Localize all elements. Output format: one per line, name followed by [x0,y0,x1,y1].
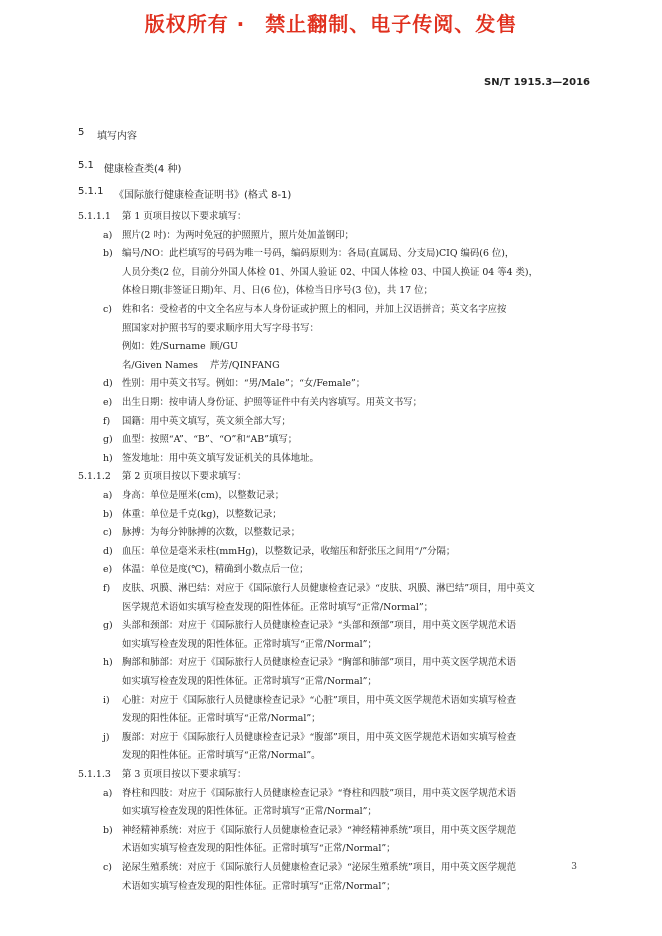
item-letter: e) [103,564,113,576]
item-letter: h) [103,452,113,464]
item-text: 心脏：对应于《国际旅行人员健康检查记录》“心脏”项目，用中英文医学规范术语如实填写检查 [122,694,516,706]
standard-number: SN/T 1915.3—2016 [484,77,590,88]
item-letter: i) [103,694,110,706]
item-text: 医学规范术语如实填写检查发现的阳性体征。正常时填写“正常/Normal”； [122,601,434,613]
item-text: 发现的阳性体征。正常时填写“正常/Normal”； [122,713,321,725]
section-5-number: 5 [78,127,85,138]
item-letter: g) [103,434,113,446]
item-text: 照国家对护照书写的要求顺序用大写字母书写： [122,322,319,334]
clause-number: 5.1.1.2 [78,471,111,483]
clause-number: 5.1.1.1 [78,211,111,222]
item-letter: d) [103,378,113,390]
item-text: 胸部和肺部：对应于《国际旅行人员健康检查记录》“胸部和肺部”项目，用中英文医学规范术语 [122,657,516,669]
item-text: 姓和名：受检者的中文全名应与本人身份证或护照上的相同，并加上汉语拼音；英文名字应按 [122,304,507,315]
page-number: 3 [571,862,577,872]
item-text: 照片(2 吋)：为两吋免冠的护照照片，照片处加盖钢印； [122,229,354,241]
item-letter: c) [103,862,112,873]
example-value: 顾/GU [210,341,238,353]
item-text: 发现的阳性体征。正常时填写“正常/Normal”。 [122,750,321,762]
item-letter: h) [103,657,113,669]
item-letter: c) [103,304,112,315]
section-5-1-title: 健康检查类(4 种) [104,164,182,175]
item-letter: b) [103,508,113,520]
item-text: 术语如实填写检查发现的阳性体征。正常时填写“正常/Normal”； [122,880,396,892]
item-letter: a) [103,490,113,501]
section-5-1-number: 5.1 [78,160,94,171]
item-letter: a) [103,229,113,241]
item-letter: d) [103,545,113,557]
clause-text: 第 1 页项目按以下要求填写： [122,211,247,222]
example-value: 芹芳/QINFANG [210,359,280,371]
item-letter: c) [103,527,112,539]
clause-text: 第 2 页项目按以下要求填写： [122,471,247,483]
item-text: 腹部：对应于《国际旅行人员健康检查记录》“腹部”项目，用中英文医学规范术语如实填写检查 [122,731,516,743]
item-text: 皮肤、巩膜、淋巴结：对应于《国际旅行人员健康检查记录》“皮肤、巩膜、淋巴结”项目，用中英文 [122,583,535,594]
item-text: 编号/NO：此栏填写的号码为唯一号码，编码原则为：各局(直属局、分支局)CIQ 编码(6 位)， [122,248,515,260]
item-letter: f) [103,583,111,594]
item-text: 神经精神系统：对应于《国际旅行人员健康检查记录》“神经精神系统”项目，用中英文医学规范 [122,824,516,836]
item-text: 出生日期：按申请人身份证、护照等证件中有关内容填写。用英文书写； [122,397,423,408]
item-letter: b) [103,248,113,260]
item-letter: e) [103,397,113,408]
item-text: 签发地址：用中英文填写发证机关的具体地址。 [122,452,319,464]
item-text: 如实填写检查发现的阳性体征。正常时填写“正常/Normal”； [122,676,377,687]
clause-number: 5.1.1.3 [78,769,111,780]
item-text: 体重：单位是千克(kg)，以整数记录； [122,508,282,520]
section-5-title: 填写内容 [97,131,137,142]
example-label: 名/Given Names [122,359,198,371]
item-letter: f) [103,415,111,427]
item-letter: j) [103,731,110,743]
item-text: 身高：单位是厘米(cm)，以整数记录； [122,490,285,501]
clause-text: 第 3 页项目按以下要求填写： [122,769,247,780]
item-text: 国籍：用中英文填写，英文须全部大写； [122,415,291,427]
example-label: 例如：姓/Surname [122,341,206,353]
item-text: 体温：单位是度(℃)，精确到小数点后一位； [122,564,309,576]
item-letter: b) [103,824,113,836]
item-text: 体检日期(非签证日期)年、月、日(6 位)，体检当日序号(3 位)，共 17 位； [122,285,433,297]
item-text: 血压：单位是毫米汞柱(mmHg)，以整数记录，收缩压和舒张压之间用“/”分隔； [122,545,456,557]
section-5-1-1-number: 5.1.1 [78,186,104,197]
item-text: 术语如实填写检查发现的阳性体征。正常时填写“正常/Normal”； [122,843,396,855]
item-text: 脉搏：为每分钟脉搏的次数，以整数记录； [122,527,301,539]
watermark-part-1: 版权所有 · [144,12,246,36]
item-text: 性别：用中英文书写。例如：“男/Male”；“女/Female”； [122,378,366,390]
item-letter: a) [103,787,113,799]
item-text: 脊柱和四肢：对应于《国际旅行人员健康检查记录》“脊柱和四肢”项目，用中英文医学规范术语 [122,787,516,799]
item-text: 血型：按照“A”、“B”、“O”和“AB”填写； [122,434,298,446]
watermark-part-2: 禁止翻制、电子传阅、发售 [265,12,518,36]
section-5-1-1-title: 《国际旅行健康检查证明书》(格式 8-1) [114,190,292,201]
item-letter: g) [103,620,113,632]
item-text: 头部和颈部：对应于《国际旅行人员健康检查记录》“头部和颈部”项目，用中英文医学规范术语 [122,620,516,632]
item-text: 泌尿生殖系统：对应于《国际旅行人员健康检查记录》“泌尿生殖系统”项目，用中英文医学规范 [122,862,516,873]
item-text: 如实填写检查发现的阳性体征。正常时填写“正常/Normal”； [122,638,377,650]
item-text: 如实填写检查发现的阳性体征。正常时填写“正常/Normal”； [122,806,377,818]
watermark [0,8,662,37]
item-text: 人员分类(2 位，目前分外国人体检 01、外国人验证 02、中国人体检 03、中国人换证 04 等4 类)， [122,266,538,278]
